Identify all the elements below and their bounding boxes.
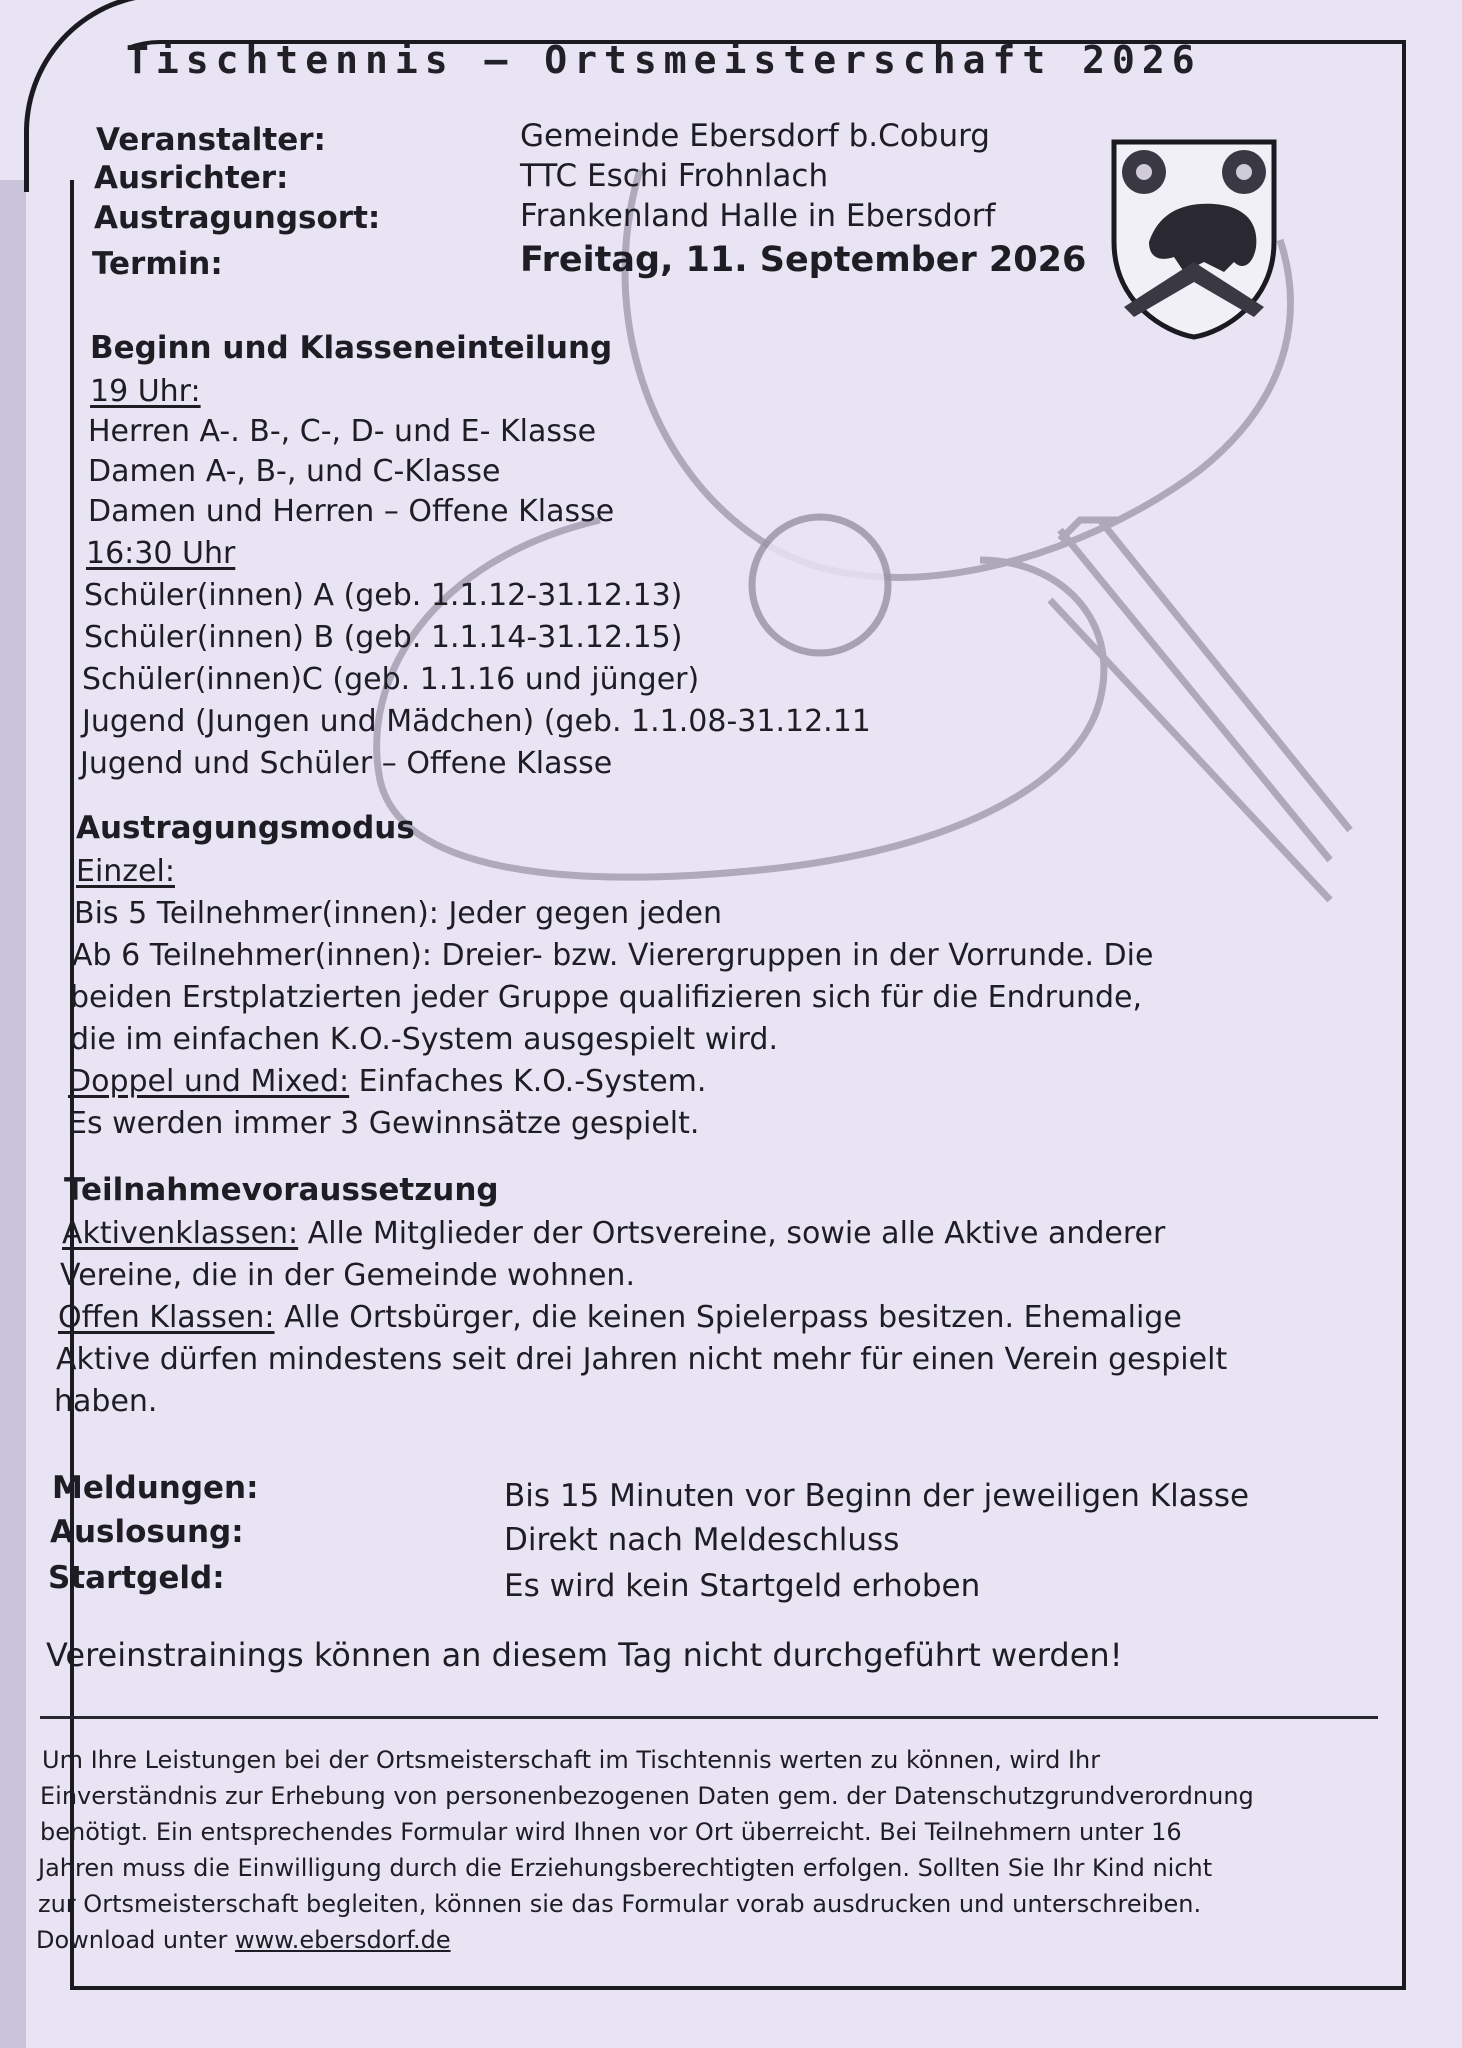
- einzel-label: Einzel:: [76, 854, 175, 889]
- offen-text: Alle Ortsbürger, die keinen Spielerpass besitzen. Ehemalige: [274, 1300, 1182, 1335]
- info-label-termin: Termin:: [92, 246, 223, 282]
- info-value-ausrichter: TTC Eschi Frohnlach: [520, 158, 829, 194]
- privacy-line: Um Ihre Leistungen bei der Ortsmeisterschaft im Tischtennis werten zu können, wird Ihr: [42, 1746, 1101, 1774]
- modus-line: Bis 5 Teilnehmer(innen): Jeder gegen jeden: [74, 896, 722, 931]
- offen-line: [58, 1300, 1182, 1335]
- detail-label-meldungen: Meldungen:: [52, 1470, 259, 1506]
- detail-value-meldungen: Bis 15 Minuten vor Beginn der jeweiligen Klasse: [504, 1478, 1250, 1514]
- coat-of-arms-icon: [1104, 132, 1284, 342]
- class-line: Herren A-. B-, C-, D- und E- Klasse: [88, 414, 597, 449]
- aktiv-label: Aktivenklassen:: [62, 1216, 299, 1251]
- class-line: Jugend und Schüler – Offene Klasse: [80, 746, 613, 781]
- download-line: [36, 1926, 451, 1954]
- detail-label-auslosung: Auslosung:: [50, 1514, 244, 1550]
- time-label-19: 19 Uhr:: [90, 374, 201, 409]
- section-heading-modus: Austragungsmodus: [76, 810, 415, 846]
- privacy-line: Einverständnis zur Erhebung von personenbezogenen Daten gem. der Datenschutzgrundverordnung: [40, 1782, 1254, 1810]
- training-notice: Vereinstrainings können an diesem Tag nicht durchgeführt werden!: [46, 1636, 1123, 1674]
- modus-line: beiden Erstplatzierten jeder Gruppe qualifizieren sich für die Endrunde,: [70, 980, 1143, 1015]
- class-line: Schüler(innen) B (geb. 1.1.14-31.12.15): [84, 620, 683, 655]
- info-label-austragungsort: Austragungsort:: [94, 200, 381, 236]
- offen-line-3: haben.: [54, 1384, 158, 1419]
- detail-value-auslosung: Direkt nach Meldeschluss: [504, 1522, 900, 1558]
- saetze-line: Es werden immer 3 Gewinnsätze gespielt.: [68, 1106, 700, 1141]
- divider: [40, 1716, 1378, 1719]
- download-label: Download unter: [36, 1926, 236, 1954]
- doppel-label: Doppel und Mixed:: [68, 1064, 350, 1099]
- class-line: Damen A-, B-, und C-Klasse: [88, 454, 501, 489]
- modus-line: die im einfachen K.O.-System ausgespielt wird.: [70, 1022, 778, 1057]
- class-line: Jugend (Jungen und Mädchen) (geb. 1.1.08-31.12.11: [82, 704, 871, 739]
- section-heading-beginn: Beginn und Klasseneinteilung: [90, 330, 613, 366]
- event-date: Freitag, 11. September 2026: [520, 240, 1087, 280]
- offen-label: Offen Klassen:: [58, 1300, 275, 1335]
- aktiv-line: [62, 1216, 1165, 1251]
- time-label-1630: 16:30 Uhr: [86, 536, 236, 571]
- info-label-veranstalter: Veranstalter:: [96, 122, 326, 158]
- section-heading-teilnahme: Teilnahmevoraussetzung: [64, 1172, 499, 1208]
- detail-value-startgeld: Es wird kein Startgeld erhoben: [504, 1568, 981, 1604]
- detail-label-startgeld: Startgeld:: [48, 1560, 225, 1596]
- class-line: Schüler(innen) A (geb. 1.1.12-31.12.13): [84, 578, 683, 613]
- class-line: Schüler(innen)C (geb. 1.1.16 und jünger): [82, 662, 700, 697]
- document-title: Tischtennis – Ortsmeisterschaft 2026: [126, 38, 1202, 82]
- doppel-text: Einfaches K.O.-System.: [349, 1064, 707, 1099]
- info-label-ausrichter: Ausrichter:: [94, 160, 289, 196]
- class-line: Damen und Herren – Offene Klasse: [88, 494, 615, 529]
- info-value-veranstalter: Gemeinde Ebersdorf b.Coburg: [520, 118, 990, 154]
- aktiv-line-2: Vereine, die in der Gemeinde wohnen.: [60, 1258, 635, 1293]
- info-value-austragungsort: Frankenland Halle in Ebersdorf: [520, 198, 996, 234]
- privacy-line: Jahren muss die Einwilligung durch die Erziehungsberechtigten erfolgen. Sollten Sie Ihr Kind nicht: [38, 1854, 1213, 1882]
- offen-line-2: Aktive dürfen mindestens seit drei Jahren nicht mehr für einen Verein gespielt: [56, 1342, 1228, 1377]
- privacy-line: zur Ortsmeisterschaft begleiten, können sie das Formular vorab ausdrucken und unterschreiben.: [38, 1890, 1202, 1918]
- modus-line: Ab 6 Teilnehmer(innen): Dreier- bzw. Vierergruppen in der Vorrunde. Die: [72, 938, 1154, 973]
- website-link[interactable]: www.ebersdorf.de: [235, 1926, 451, 1954]
- privacy-line: benötigt. Ein entsprechendes Formular wird Ihnen vor Ort überreicht. Bei Teilnehmern unter 16: [40, 1818, 1182, 1846]
- aktiv-text: Alle Mitglieder der Ortsvereine, sowie alle Aktive anderer: [298, 1216, 1166, 1251]
- doppel-line: [68, 1064, 706, 1099]
